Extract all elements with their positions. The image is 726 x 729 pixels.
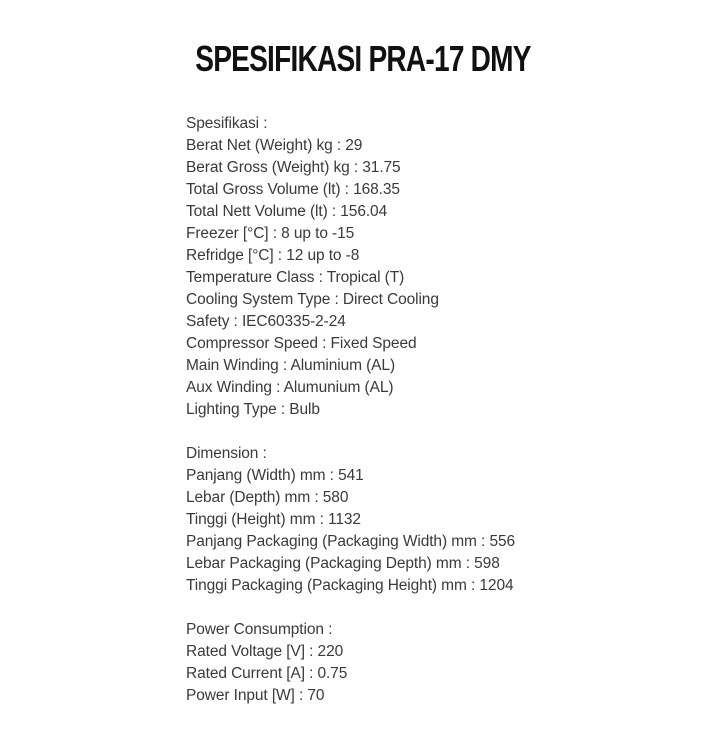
spec-section-power: [186, 619, 706, 707]
page-title: SPESIFIKASI PRA-17 DMY: [195, 38, 531, 79]
spec-section-spesifikasi: [186, 113, 706, 421]
spec-line: Total Nett Volume (lt) : 156.04: [186, 203, 388, 220]
spec-line: Safety : IEC60335-2-24: [186, 313, 346, 330]
spec-line: Lebar Packaging (Packaging Depth) mm : 598: [186, 555, 500, 572]
spec-line: Tinggi Packaging (Packaging Height) mm : 1204: [186, 577, 514, 594]
spec-line: Total Gross Volume (lt) : 168.35: [186, 181, 400, 198]
spec-line: Lebar (Depth) mm : 580: [186, 489, 349, 506]
spec-line: Temperature Class : Tropical (T): [186, 269, 405, 286]
section-heading: Power Consumption :: [186, 621, 333, 638]
spec-line: Rated Voltage [V] : 220: [186, 643, 344, 660]
spec-line: Lighting Type : Bulb: [186, 401, 320, 418]
spec-line: Panjang (Width) mm : 541: [186, 467, 364, 484]
spec-line: Panjang Packaging (Packaging Width) mm : 556: [186, 533, 516, 550]
spec-line: Aux Winding : Alumunium (AL): [186, 379, 394, 396]
section-heading: Spesifikasi :: [186, 115, 268, 132]
spec-line: Refridge [°C] : 12 up to -8: [186, 247, 360, 264]
spec-line: Berat Gross (Weight) kg : 31.75: [186, 159, 401, 176]
spec-line: Tinggi (Height) mm : 1132: [186, 511, 361, 528]
spec-line: Compressor Speed : Fixed Speed: [186, 335, 417, 352]
spec-line: Berat Net (Weight) kg : 29: [186, 137, 363, 154]
spec-line: Power Input [W] : 70: [186, 687, 325, 704]
spec-line: Freezer [°C] : 8 up to -15: [186, 225, 355, 242]
spec-list: [186, 113, 706, 729]
spec-section-dimension: [186, 443, 706, 597]
spec-line: Main Winding : Aluminium (AL): [186, 357, 396, 374]
spec-line: Cooling System Type : Direct Cooling: [186, 291, 439, 308]
spec-line: Rated Current [A] : 0.75: [186, 665, 348, 682]
section-heading: Dimension :: [186, 445, 267, 462]
